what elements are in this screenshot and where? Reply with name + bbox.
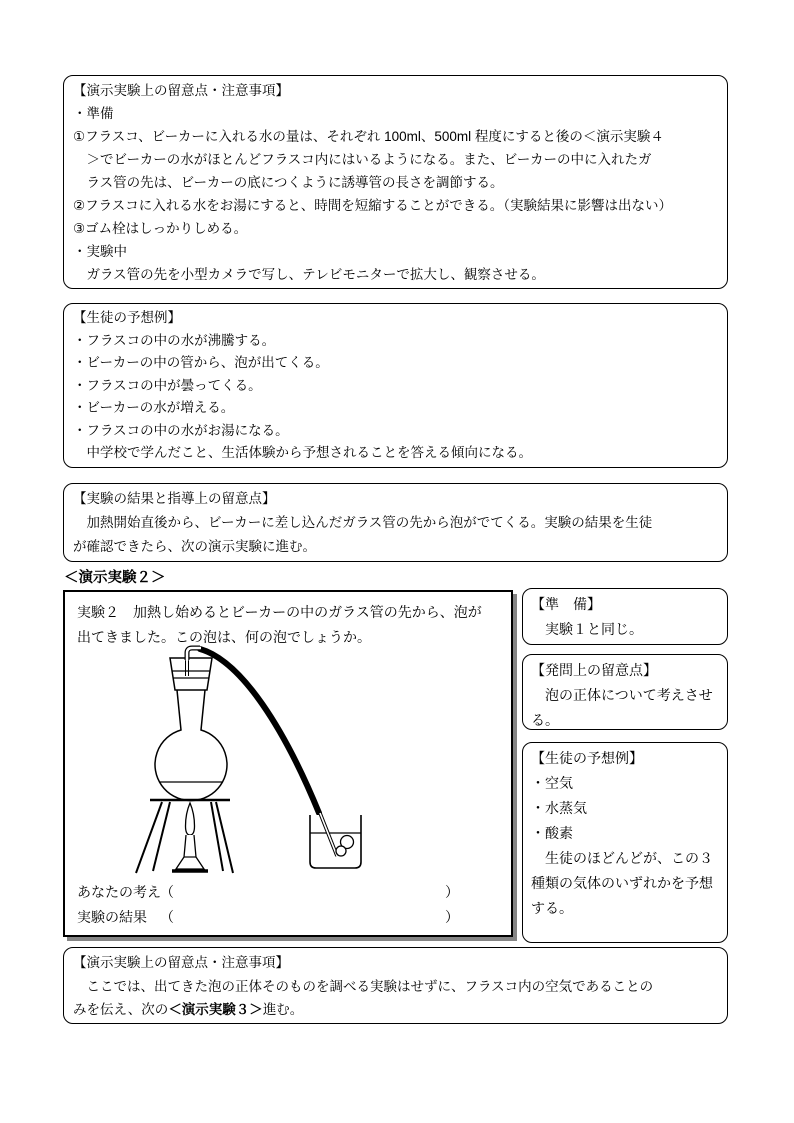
apparatus-diagram bbox=[130, 645, 365, 878]
box-title: 【準 備】 bbox=[531, 596, 601, 612]
text-line: ・空気 bbox=[531, 775, 573, 791]
experiment-2-box bbox=[63, 590, 513, 937]
text-segment: みを伝え、次の bbox=[73, 1002, 169, 1017]
text-line: ・ビーカーの水が増える。 bbox=[73, 400, 235, 415]
answer-row-your-idea bbox=[65, 882, 511, 907]
preparation-box bbox=[522, 588, 728, 645]
answer-row-experiment-result bbox=[65, 907, 511, 932]
section-heading-demo-experiment-2: ＜演示実験２＞ bbox=[64, 570, 166, 586]
text-line: ③ゴム栓はしっかりしめる。 bbox=[73, 221, 248, 236]
text-line: 実験１と同じ。 bbox=[531, 621, 643, 637]
burner-body bbox=[176, 835, 204, 869]
tripod-leg bbox=[153, 802, 170, 871]
burner-flame bbox=[186, 803, 195, 835]
results-guidance-box bbox=[63, 483, 728, 562]
paren-open: （ bbox=[160, 884, 174, 900]
text-line: ・フラスコの中の水が沸騰する。 bbox=[73, 332, 276, 348]
round-bottom-flask bbox=[155, 690, 227, 801]
box-title: 【生徒の予想例】 bbox=[73, 310, 181, 325]
box-title: 【実験の結果と指導上の留意点】 bbox=[73, 491, 276, 506]
text-line: 泡の正体について考えさせ bbox=[531, 687, 713, 703]
text-line: が確認できたら、次の演示実験に進む。 bbox=[73, 539, 316, 554]
tripod-leg bbox=[216, 802, 233, 873]
text-line: ②フラスコに入れる水をお湯にすると、時間を短縮することができる。（実験結果に影響は出ない） bbox=[73, 198, 672, 213]
experiment-question bbox=[77, 600, 482, 650]
text-segment: 進む。 bbox=[262, 1002, 304, 1017]
text-line bbox=[73, 998, 718, 1022]
text-line: 種類の気体のいずれかを予想 bbox=[531, 875, 713, 891]
tripod-leg bbox=[136, 802, 162, 873]
rubber-stopper bbox=[170, 658, 212, 690]
text-line: る。 bbox=[531, 712, 559, 728]
bubble bbox=[336, 846, 346, 856]
text-line: 実験２ 加熱し始めるとビーカーの中のガラス管の先から、泡が bbox=[77, 604, 482, 620]
text-line: ・酸素 bbox=[531, 825, 573, 841]
text-line: ここでは、出てきた泡の正体そのものを調べる実験はせずに、フラスコ内の空気であることの bbox=[73, 978, 654, 994]
paren-close: ） bbox=[445, 884, 459, 900]
text-line: ・フラスコの中が曇ってくる。 bbox=[73, 377, 262, 393]
text-line: ・フラスコの中の水がお湯になる。 bbox=[73, 422, 289, 438]
text-line: 出てきました。この泡は、何の泡でしょうか。 bbox=[77, 629, 371, 645]
text-line: 加熱開始直後から、ビーカーに差し込んだガラス管の先から泡がでてくる。実験の結果を生徒 bbox=[73, 515, 653, 530]
text-line: ＞でビーカーの水がほとんどフラスコ内にはいるようになる。また、ビーカーの中に入れたガ bbox=[73, 152, 652, 167]
paren-open: （ bbox=[160, 909, 174, 925]
box-title: 【発問上の留意点】 bbox=[531, 662, 657, 678]
text-line: ラス管の先は、ビーカーの底につくように誘導管の長さを調節する。 bbox=[73, 175, 504, 190]
text-line: ①フラスコ、ビーカーに入れる水の量は、それぞれ 100ml、500ml 程度にすると後の＜演示実験４ bbox=[73, 129, 664, 144]
student-predictions-box-1 bbox=[63, 303, 728, 468]
paren-close: ） bbox=[445, 909, 459, 925]
answer-label: 実験の結果 bbox=[77, 909, 147, 925]
text-line: ガラス管の先を小型カメラで写し、テレビモニターで拡大し、観察させる。 bbox=[73, 267, 545, 282]
demo-notes-box-1 bbox=[63, 75, 728, 289]
box-title: 【演示実験上の留意点・注意事項】 bbox=[73, 955, 289, 970]
answer-label: あなたの考え bbox=[77, 884, 161, 900]
text-line: ・ビーカーの中の管から、泡が出てくる。 bbox=[73, 355, 329, 370]
text-line: ・実験中 bbox=[73, 244, 127, 259]
text-line: する。 bbox=[531, 900, 573, 916]
box-title: 【演示実験上の留意点・注意事項】 bbox=[73, 83, 289, 98]
text-line: ・準備 bbox=[73, 106, 114, 121]
student-predictions-box-2 bbox=[522, 742, 728, 943]
text-line: 中学校で学んだこと、生活体験から予想されることを答える傾向になる。 bbox=[73, 445, 532, 460]
demo-notes-box-2 bbox=[63, 947, 728, 1024]
text-line: 生徒のほどんどが、この３ bbox=[531, 850, 713, 866]
tripod-leg bbox=[211, 802, 223, 871]
text-line: ・水蒸気 bbox=[531, 800, 587, 816]
box-title: 【生徒の予想例】 bbox=[531, 750, 643, 766]
questioning-notes-box bbox=[522, 654, 728, 730]
bold-text-segment: ＜演示実験３＞ bbox=[168, 1002, 263, 1017]
